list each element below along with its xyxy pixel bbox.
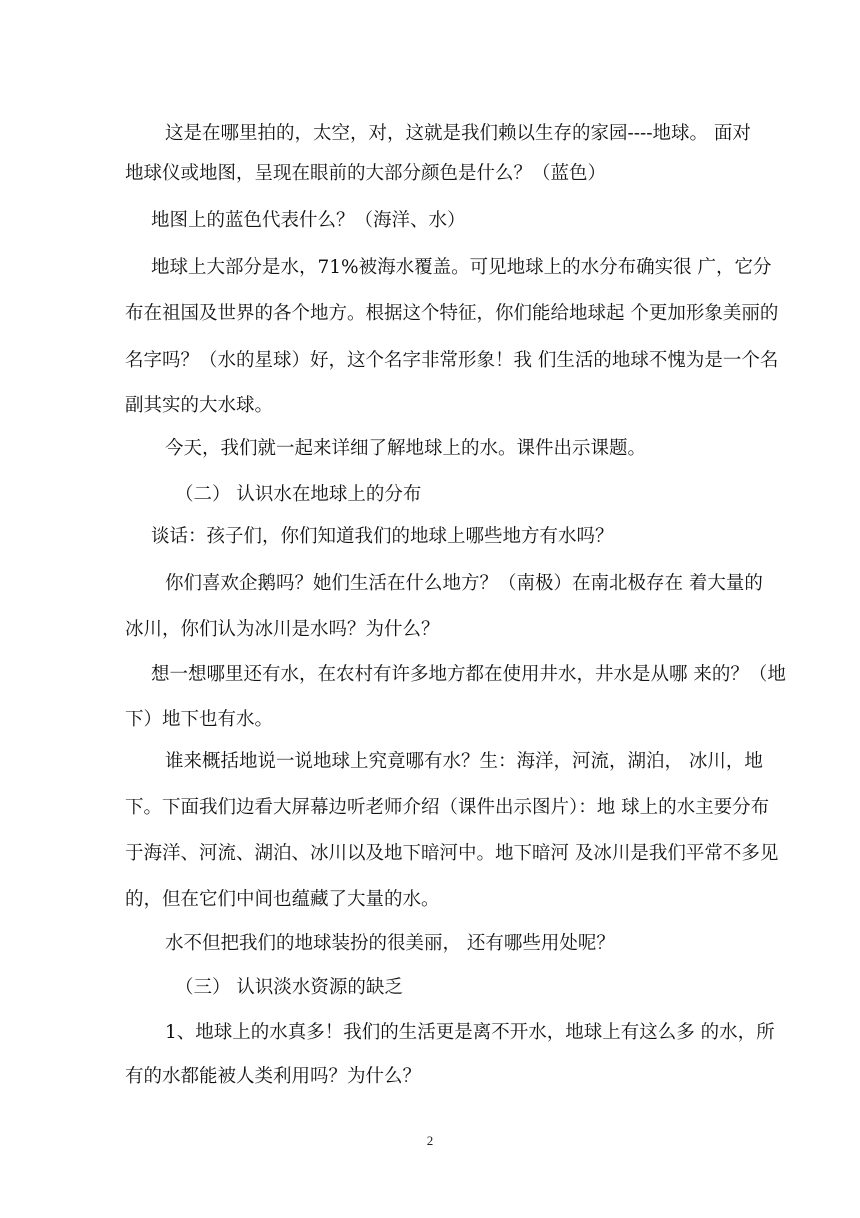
paragraph-line: 于海洋、河流、湖泊、冰川以及地下暗河中。地下暗河 及冰川是我们平常不多见 [125,843,779,864]
paragraph-line: 名字吗？（水的星球）好，这个名字非常形象！我 们生活的地球不愧为是一个名 [125,350,779,371]
paragraph-line: 副其实的大水球。 [125,395,274,416]
page-number: 2 [426,1133,434,1148]
paragraph-line: 今天，我们就一起来详细了解地球上的水。课件出示课题。 [165,438,647,459]
paragraph-line: 水不但把我们的地球装扮的很美丽， 还有哪些用处呢？ [165,933,615,954]
paragraph-line: 有的水都能被人类利用吗？为什么？ [125,1066,422,1087]
paragraph-line: 下）地下也有水。 [125,709,274,730]
paragraph-line: 这是在哪里拍的，太空，对，这就是我们赖以生存的家园----地球。 面对 [165,123,751,144]
paragraph-line: 地图上的蓝色代表什么？（海洋、水） [151,210,466,231]
paragraph-line: 冰川，你们认为冰川是水吗？为什么？ [125,619,440,640]
section-heading: （二） 认识水在地球上的分布 [175,484,422,505]
paragraph-line: 布在祖国及世界的各个地方。根据这个特征，你们能给地球起 个更加形象美丽的 [125,303,779,324]
paragraph-line: 地球仪或地图，呈现在眼前的大部分颜色是什么？（蓝色） [125,163,607,184]
paragraph-line: 下。下面我们边看大屏幕边听老师介绍（课件出示图片）：地 球上的水主要分布 [125,797,770,818]
paragraph-line: 想一想哪里还有水，在农村有许多地方都在使用井水，井水是从哪 来的？（地 [151,664,786,685]
paragraph-line: 1、地球上的水真多！我们的生活更是离不开水，地球上有这么多 的水，所 [165,1022,775,1043]
paragraph-line: 地球上大部分是水，71%被海水覆盖。可见地球上的水分布确实很 广，它分 [151,257,772,278]
paragraph-line: 谁来概括地说一说地球上究竟哪有水？生：海洋，河流，湖泊， 冰川，地 [165,751,763,772]
paragraph-line: 你们喜欢企鹅吗？她们生活在什么地方？（南极）在南北极存在 着大量的 [165,573,763,594]
paragraph-line: 谈话：孩子们，你们知道我们的地球上哪些地方有水吗？ [151,526,614,547]
section-heading: （三） 认识淡水资源的缺乏 [175,977,403,998]
paragraph-line: 的，但在它们中间也蕴藏了大量的水。 [125,889,440,910]
